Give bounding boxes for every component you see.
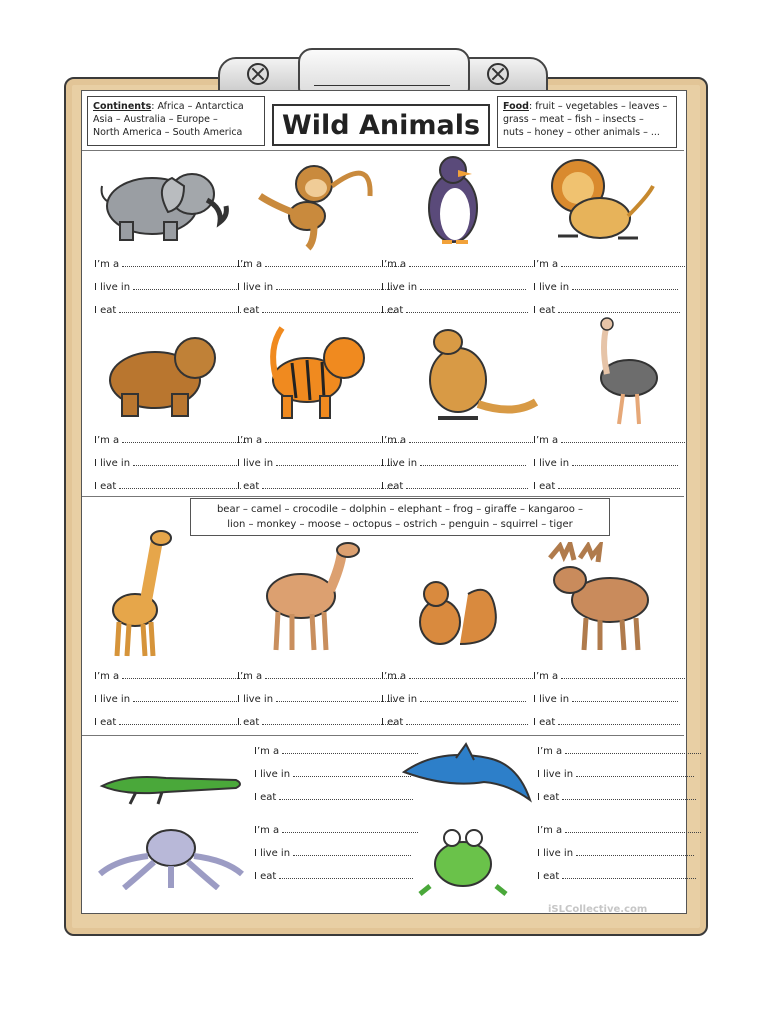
screw-left-icon [247,63,269,85]
field-label-im-a: I’m a [94,259,120,270]
answer-field-eat[interactable] [381,480,528,492]
answer-line[interactable] [558,304,680,313]
bear-icon [100,326,225,422]
field-label-im-a: I’m a [533,671,559,682]
field-label-live-in: I live in [381,694,418,705]
answer-field-im-a[interactable] [254,824,418,836]
answer-field-eat[interactable] [94,304,241,316]
field-label-eat: I eat [381,481,404,492]
answer-line[interactable] [420,281,526,290]
answer-field-live-in[interactable] [381,457,526,469]
field-label-im-a: I’m a [94,435,120,446]
field-label-live-in: I live in [237,694,274,705]
answer-field-live-in[interactable] [237,457,394,469]
word-bank [190,498,610,536]
field-label-live-in: I live in [237,458,274,469]
answer-line[interactable] [279,870,413,879]
elephant-icon [92,156,232,246]
answer-line[interactable] [406,480,528,489]
field-label-live-in: I live in [537,769,574,780]
page-title: Wild Animals [272,104,490,146]
answer-line[interactable] [409,434,533,443]
answer-line[interactable] [119,716,241,725]
field-label-live-in: I live in [533,458,570,469]
field-label-eat: I eat [537,871,560,882]
field-label-im-a: I’m a [94,671,120,682]
answer-field-im-a[interactable] [94,258,246,270]
answer-field-im-a[interactable] [381,258,533,270]
answer-line[interactable] [562,791,696,800]
answer-line[interactable] [409,258,533,267]
answer-field-live-in[interactable] [94,457,239,469]
continents-line3: North America – South America [93,127,243,138]
food-text: : fruit – vegetables – leaves – [528,101,668,112]
answer-field-im-a[interactable] [381,434,533,446]
divider [82,150,684,151]
answer-line[interactable] [262,480,396,489]
word-bank-line1: bear – camel – crocodile – dolphin – elephant – frog – giraffe – kangaroo – [216,504,584,515]
answer-field-live-in[interactable] [237,281,394,293]
answer-field-live-in[interactable] [533,281,678,293]
answer-field-im-a[interactable] [533,670,685,682]
field-label-eat: I eat [254,792,277,803]
field-label-im-a: I’m a [381,435,407,446]
field-label-live-in: I live in [94,282,131,293]
answer-line[interactable] [119,304,241,313]
answer-line[interactable] [572,693,678,702]
answer-line[interactable] [293,847,411,856]
answer-field-live-in[interactable] [94,281,239,293]
answer-field-live-in[interactable] [254,847,411,859]
field-label-live-in: I live in [381,458,418,469]
answer-line[interactable] [276,693,394,702]
answer-field-im-a[interactable] [381,670,533,682]
continents-line2: Asia – Australia – Europe – [93,114,218,125]
field-label-live-in: I live in [254,769,291,780]
answer-line[interactable] [561,670,685,679]
answer-field-eat[interactable] [533,716,680,728]
answer-line[interactable] [572,281,678,290]
field-label-im-a: I’m a [381,259,407,270]
field-label-eat: I eat [381,717,404,728]
answer-line[interactable] [562,870,696,879]
answer-line[interactable] [409,670,533,679]
crocodile-icon [96,756,246,808]
kangaroo-icon [418,318,538,426]
answer-line[interactable] [565,745,701,754]
answer-field-im-a[interactable] [237,670,401,682]
answer-line[interactable] [561,258,685,267]
food-label: Food [503,101,529,112]
answer-line[interactable] [293,768,411,777]
answer-field-live-in[interactable] [94,693,239,705]
answer-field-live-in[interactable] [533,693,678,705]
answer-line[interactable] [558,480,680,489]
continents-text: : Africa – Antarctica [151,101,244,112]
answer-field-im-a[interactable] [94,434,246,446]
field-label-im-a: I’m a [537,746,563,757]
field-label-eat: I eat [94,481,117,492]
food-box [497,96,677,148]
answer-line[interactable] [276,281,394,290]
answer-field-im-a[interactable] [533,258,685,270]
answer-line[interactable] [133,457,239,466]
answer-field-eat[interactable] [381,716,528,728]
field-label-live-in: I live in [94,458,131,469]
field-label-im-a: I’m a [533,259,559,270]
field-label-live-in: I live in [254,848,291,859]
dolphin-icon [398,742,538,808]
answer-line[interactable] [282,824,418,833]
answer-field-eat[interactable] [537,870,696,882]
monkey-icon [252,156,382,252]
answer-line[interactable] [133,693,239,702]
field-label-eat: I eat [533,717,556,728]
ostrich-icon [585,316,665,428]
answer-line[interactable] [420,693,526,702]
answer-line[interactable] [133,281,239,290]
answer-field-eat[interactable] [94,716,241,728]
penguin-icon [418,152,488,248]
continents-box [87,96,265,146]
answer-line[interactable] [406,304,528,313]
answer-field-live-in[interactable] [381,693,526,705]
field-label-eat: I eat [533,305,556,316]
field-label-eat: I eat [533,481,556,492]
answer-field-live-in[interactable] [254,768,411,780]
field-label-live-in: I live in [237,282,274,293]
answer-line[interactable] [122,670,246,679]
answer-line[interactable] [276,457,394,466]
answer-line[interactable] [119,480,241,489]
field-label-im-a: I’m a [254,825,280,836]
answer-line[interactable] [576,847,694,856]
answer-field-eat[interactable] [94,480,241,492]
answer-line[interactable] [122,434,246,443]
continents-label: Continents [93,101,152,112]
answer-field-im-a[interactable] [94,670,246,682]
field-label-live-in: I live in [537,848,574,859]
giraffe-icon [105,526,175,660]
answer-line[interactable] [576,768,694,777]
word-bank-line2: lion – monkey – moose – octopus – ostrich – penguin – squirrel – tiger [227,519,573,530]
answer-field-eat[interactable] [381,304,528,316]
answer-field-eat[interactable] [254,791,413,803]
answer-line[interactable] [282,745,418,754]
answer-line[interactable] [262,304,396,313]
tiger-icon [262,318,372,424]
answer-line[interactable] [420,457,526,466]
answer-line[interactable] [565,824,701,833]
answer-line[interactable] [279,791,413,800]
answer-field-live-in[interactable] [381,281,526,293]
camel-icon [256,538,366,658]
field-label-im-a: I’m a [237,259,263,270]
field-label-im-a: I’m a [537,825,563,836]
divider [82,496,684,497]
watermark: iSLCollective.com [548,904,648,915]
answer-line[interactable] [262,716,396,725]
answer-field-im-a[interactable] [254,745,418,757]
field-label-eat: I eat [237,481,260,492]
answer-field-im-a[interactable] [537,745,701,757]
answer-field-eat[interactable] [254,870,413,882]
field-label-live-in: I live in [533,694,570,705]
octopus-icon [96,826,246,890]
frog-icon [418,824,508,896]
divider [82,735,684,736]
field-label-im-a: I’m a [237,671,263,682]
food-line2: grass – meat – fish – insects – [503,114,644,125]
answer-field-eat[interactable] [537,791,696,803]
answer-field-eat[interactable] [533,480,680,492]
field-label-im-a: I’m a [381,671,407,682]
field-label-eat: I eat [537,792,560,803]
squirrel-icon [408,574,508,658]
answer-field-im-a[interactable] [237,434,401,446]
answer-line[interactable] [122,258,246,267]
answer-field-eat[interactable] [237,480,396,492]
field-label-eat: I eat [254,871,277,882]
moose-icon [540,542,660,654]
answer-field-im-a[interactable] [537,824,701,836]
answer-field-im-a[interactable] [237,258,401,270]
clip-line [314,85,450,86]
food-line3: nuts – honey – other animals – ... [503,127,660,138]
field-label-eat: I eat [381,305,404,316]
answer-field-eat[interactable] [237,716,396,728]
answer-field-eat[interactable] [533,304,680,316]
answer-field-live-in[interactable] [537,847,694,859]
answer-field-eat[interactable] [237,304,396,316]
answer-line[interactable] [572,457,678,466]
field-label-eat: I eat [237,717,260,728]
answer-line[interactable] [558,716,680,725]
answer-field-live-in[interactable] [537,768,694,780]
field-label-live-in: I live in [533,282,570,293]
field-label-im-a: I’m a [533,435,559,446]
field-label-eat: I eat [237,305,260,316]
field-label-live-in: I live in [381,282,418,293]
field-label-eat: I eat [94,305,117,316]
field-label-live-in: I live in [94,694,131,705]
answer-field-live-in[interactable] [237,693,394,705]
lion-icon [538,156,663,248]
field-label-eat: I eat [94,717,117,728]
field-label-im-a: I’m a [237,435,263,446]
field-label-im-a: I’m a [254,746,280,757]
answer-line[interactable] [406,716,528,725]
answer-field-im-a[interactable] [533,434,685,446]
answer-line[interactable] [561,434,685,443]
screw-right-icon [487,63,509,85]
answer-field-live-in[interactable] [533,457,678,469]
